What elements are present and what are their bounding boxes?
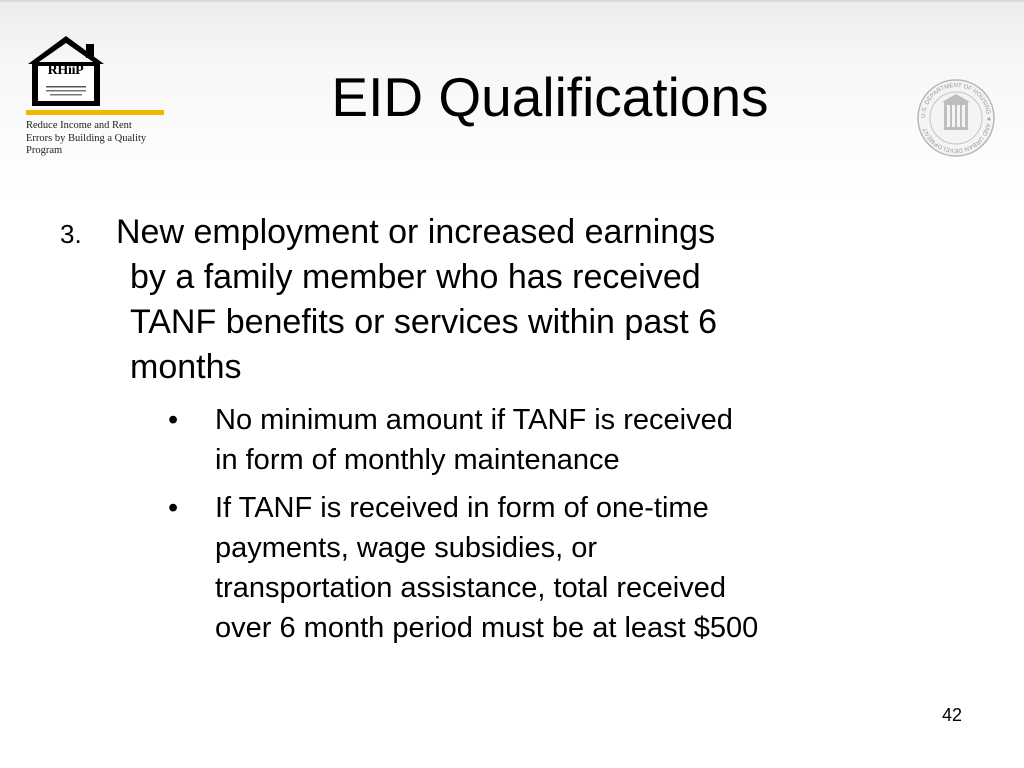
logo-yellow-rule — [26, 110, 164, 115]
hud-seal-icon — [916, 78, 996, 158]
slide-top-border — [0, 0, 1024, 2]
numbered-point — [60, 210, 940, 390]
point-line: months — [130, 348, 242, 386]
sub-bullet-line: in form of monthly maintenance — [215, 444, 620, 476]
logo-wordmark: RHiiP — [47, 63, 84, 78]
sub-bullet-line: transportation assistance, total received — [215, 572, 726, 604]
logo-tagline — [26, 120, 171, 158]
point-number: 3. — [60, 219, 82, 249]
logo-tagline-line: Errors by Building a Quality — [26, 132, 147, 144]
sub-bullet-line: over 6 month period must be at least $500 — [215, 612, 759, 644]
logo-tagline-line: Program — [26, 145, 63, 156]
sub-bullet — [60, 400, 940, 480]
sub-bullet-line: payments, wage subsidies, or — [215, 532, 598, 564]
svg-text:U.S. DEPARTMENT OF HOUSING ★ A: U.S. DEPARTMENT OF HOUSING ★ AND URBAN DEVELOPMENT — [920, 82, 992, 154]
bullet-icon: • — [168, 492, 179, 524]
rhiip-logo — [26, 34, 171, 164]
page-number: 42 — [941, 705, 962, 725]
logo-tagline-line: Reduce Income and Rent — [26, 120, 132, 131]
bullet-icon: • — [168, 404, 179, 436]
slide-body — [60, 210, 940, 656]
sub-bullet-list — [60, 400, 940, 648]
slide-title: EID Qualifications — [331, 66, 769, 128]
sub-bullet-line: No minimum amount if TANF is received — [215, 404, 733, 436]
point-line: New employment or increased earnings — [116, 213, 716, 251]
point-text — [116, 210, 940, 390]
sub-bullet-line: If TANF is received in form of one-time — [215, 492, 709, 524]
point-line: by a family member who has received — [130, 258, 701, 296]
sub-bullet — [60, 488, 940, 648]
point-line: TANF benefits or services within past 6 — [130, 303, 718, 341]
